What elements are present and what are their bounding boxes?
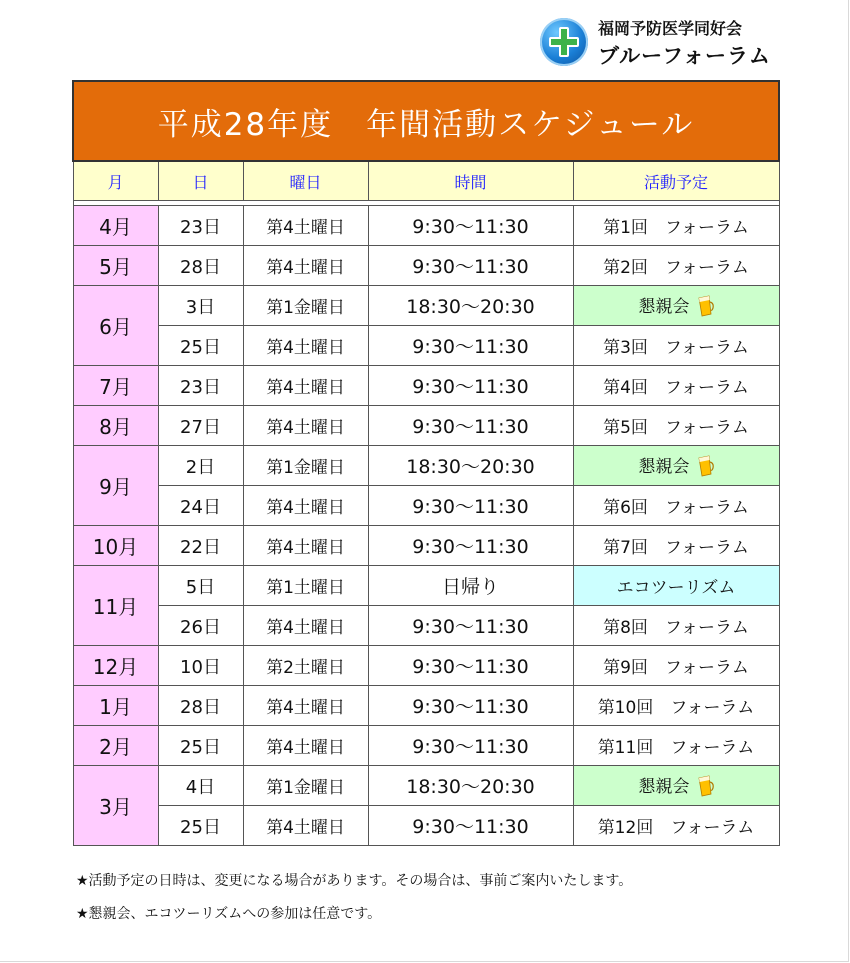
header-time: 時間 (368, 161, 573, 201)
schedule-row (73, 526, 779, 566)
day-cell: 23日 (158, 206, 243, 246)
time-cell: 9:30～11:30 (368, 206, 573, 246)
weekday-cell: 第1土曜日 (243, 566, 368, 606)
month-cell: 3月 (73, 766, 158, 846)
schedule-row (73, 486, 779, 526)
day-cell: 23日 (158, 366, 243, 406)
logo-forum-name: ブルーフォーラム (598, 44, 771, 68)
schedule-row (73, 806, 779, 846)
weekday-cell: 第1金曜日 (243, 446, 368, 486)
weekday-cell: 第1金曜日 (243, 766, 368, 806)
header-month: 月 (73, 161, 158, 201)
plan-cell (573, 766, 779, 806)
day-cell: 25日 (158, 726, 243, 766)
header-plan: 活動予定 (573, 161, 779, 201)
schedule-row (73, 206, 779, 246)
plan-cell: 第5回 フォーラム (573, 406, 779, 446)
plan-cell (573, 286, 779, 326)
plan-label: 懇親会 (638, 777, 690, 797)
note-schedule-change: ★活動予定の日時は、変更になる場合があります。その場合は、事前ご案内いたします。 (76, 873, 633, 889)
plan-cell: 第6回 フォーラム (573, 486, 779, 526)
schedule-row (73, 326, 779, 366)
weekday-cell: 第4土曜日 (243, 686, 368, 726)
month-cell: 6月 (73, 286, 158, 366)
month-cell: 12月 (73, 646, 158, 686)
plan-cell: 第3回 フォーラム (573, 326, 779, 366)
month-cell: 11月 (73, 566, 158, 646)
schedule-row (73, 566, 779, 606)
header-weekday: 曜日 (243, 161, 368, 201)
month-cell: 9月 (73, 446, 158, 526)
time-cell: 9:30～11:30 (368, 246, 573, 286)
day-cell: 28日 (158, 246, 243, 286)
time-cell: 9:30～11:30 (368, 606, 573, 646)
plan-cell: 第8回 フォーラム (573, 606, 779, 646)
weekday-cell: 第4土曜日 (243, 246, 368, 286)
time-cell: 18:30～20:30 (368, 766, 573, 806)
weekday-cell: 第4土曜日 (243, 606, 368, 646)
day-cell: 22日 (158, 526, 243, 566)
weekday-cell: 第2土曜日 (243, 646, 368, 686)
schedule-row (73, 366, 779, 406)
time-cell: 日帰り (368, 566, 573, 606)
day-cell: 4日 (158, 766, 243, 806)
weekday-cell: 第1金曜日 (243, 286, 368, 326)
logo-org-name: 福岡予防医学同好会 (598, 19, 743, 38)
day-cell: 27日 (158, 406, 243, 446)
green-plus-icon (540, 18, 588, 66)
schedule-row (73, 246, 779, 286)
day-cell: 2日 (158, 446, 243, 486)
time-cell: 18:30～20:30 (368, 446, 573, 486)
plan-cell: 第7回 フォーラム (573, 526, 779, 566)
day-cell: 24日 (158, 486, 243, 526)
schedule-row (73, 726, 779, 766)
schedule-row (73, 686, 779, 726)
day-cell: 10日 (158, 646, 243, 686)
beer-mug-icon (696, 453, 714, 477)
time-cell: 9:30～11:30 (368, 526, 573, 566)
time-cell: 9:30～11:30 (368, 726, 573, 766)
plan-cell: 第1回 フォーラム (573, 206, 779, 246)
schedule-table (72, 80, 780, 846)
month-cell: 2月 (73, 726, 158, 766)
plan-cell: エコツーリズム (573, 566, 779, 606)
day-cell: 25日 (158, 326, 243, 366)
day-cell: 25日 (158, 806, 243, 846)
month-cell: 4月 (73, 206, 158, 246)
plan-cell: 第12回 フォーラム (573, 806, 779, 846)
weekday-cell: 第4土曜日 (243, 366, 368, 406)
schedule-body (73, 201, 779, 846)
month-cell: 8月 (73, 406, 158, 446)
month-cell: 5月 (73, 246, 158, 286)
time-cell: 18:30～20:30 (368, 286, 573, 326)
logo (540, 14, 840, 74)
schedule-row (73, 606, 779, 646)
time-cell: 9:30～11:30 (368, 366, 573, 406)
beer-mug-icon (696, 773, 714, 797)
schedule-row (73, 406, 779, 446)
weekday-cell: 第4土曜日 (243, 406, 368, 446)
month-cell: 7月 (73, 366, 158, 406)
time-cell: 9:30～11:30 (368, 406, 573, 446)
note-optional-participation: ★懇親会、エコツーリズムへの参加は任意です。 (76, 906, 382, 922)
header-day: 日 (158, 161, 243, 201)
schedule-row (73, 766, 779, 806)
weekday-cell: 第4土曜日 (243, 206, 368, 246)
plan-cell: 第9回 フォーラム (573, 646, 779, 686)
schedule-title: 平成28年度 年間活動スケジュール (73, 81, 779, 161)
plan-cell: 第10回 フォーラム (573, 686, 779, 726)
weekday-cell: 第4土曜日 (243, 486, 368, 526)
plan-cell: 第2回 フォーラム (573, 246, 779, 286)
time-cell: 9:30～11:30 (368, 486, 573, 526)
plan-label: 懇親会 (638, 457, 690, 477)
time-cell: 9:30～11:30 (368, 806, 573, 846)
day-cell: 26日 (158, 606, 243, 646)
weekday-cell: 第4土曜日 (243, 726, 368, 766)
beer-mug-icon (696, 293, 714, 317)
schedule-row (73, 286, 779, 326)
month-cell: 10月 (73, 526, 158, 566)
time-cell: 9:30～11:30 (368, 326, 573, 366)
day-cell: 28日 (158, 686, 243, 726)
schedule-row (73, 646, 779, 686)
time-cell: 9:30～11:30 (368, 686, 573, 726)
weekday-cell: 第4土曜日 (243, 326, 368, 366)
plan-cell: 第11回 フォーラム (573, 726, 779, 766)
month-cell: 1月 (73, 686, 158, 726)
day-cell: 5日 (158, 566, 243, 606)
time-cell: 9:30～11:30 (368, 646, 573, 686)
plan-cell: 第4回 フォーラム (573, 366, 779, 406)
day-cell: 3日 (158, 286, 243, 326)
weekday-cell: 第4土曜日 (243, 806, 368, 846)
weekday-cell: 第4土曜日 (243, 526, 368, 566)
header-row (73, 161, 779, 201)
plan-label: 懇親会 (638, 297, 690, 317)
plan-cell (573, 446, 779, 486)
schedule-row (73, 446, 779, 486)
